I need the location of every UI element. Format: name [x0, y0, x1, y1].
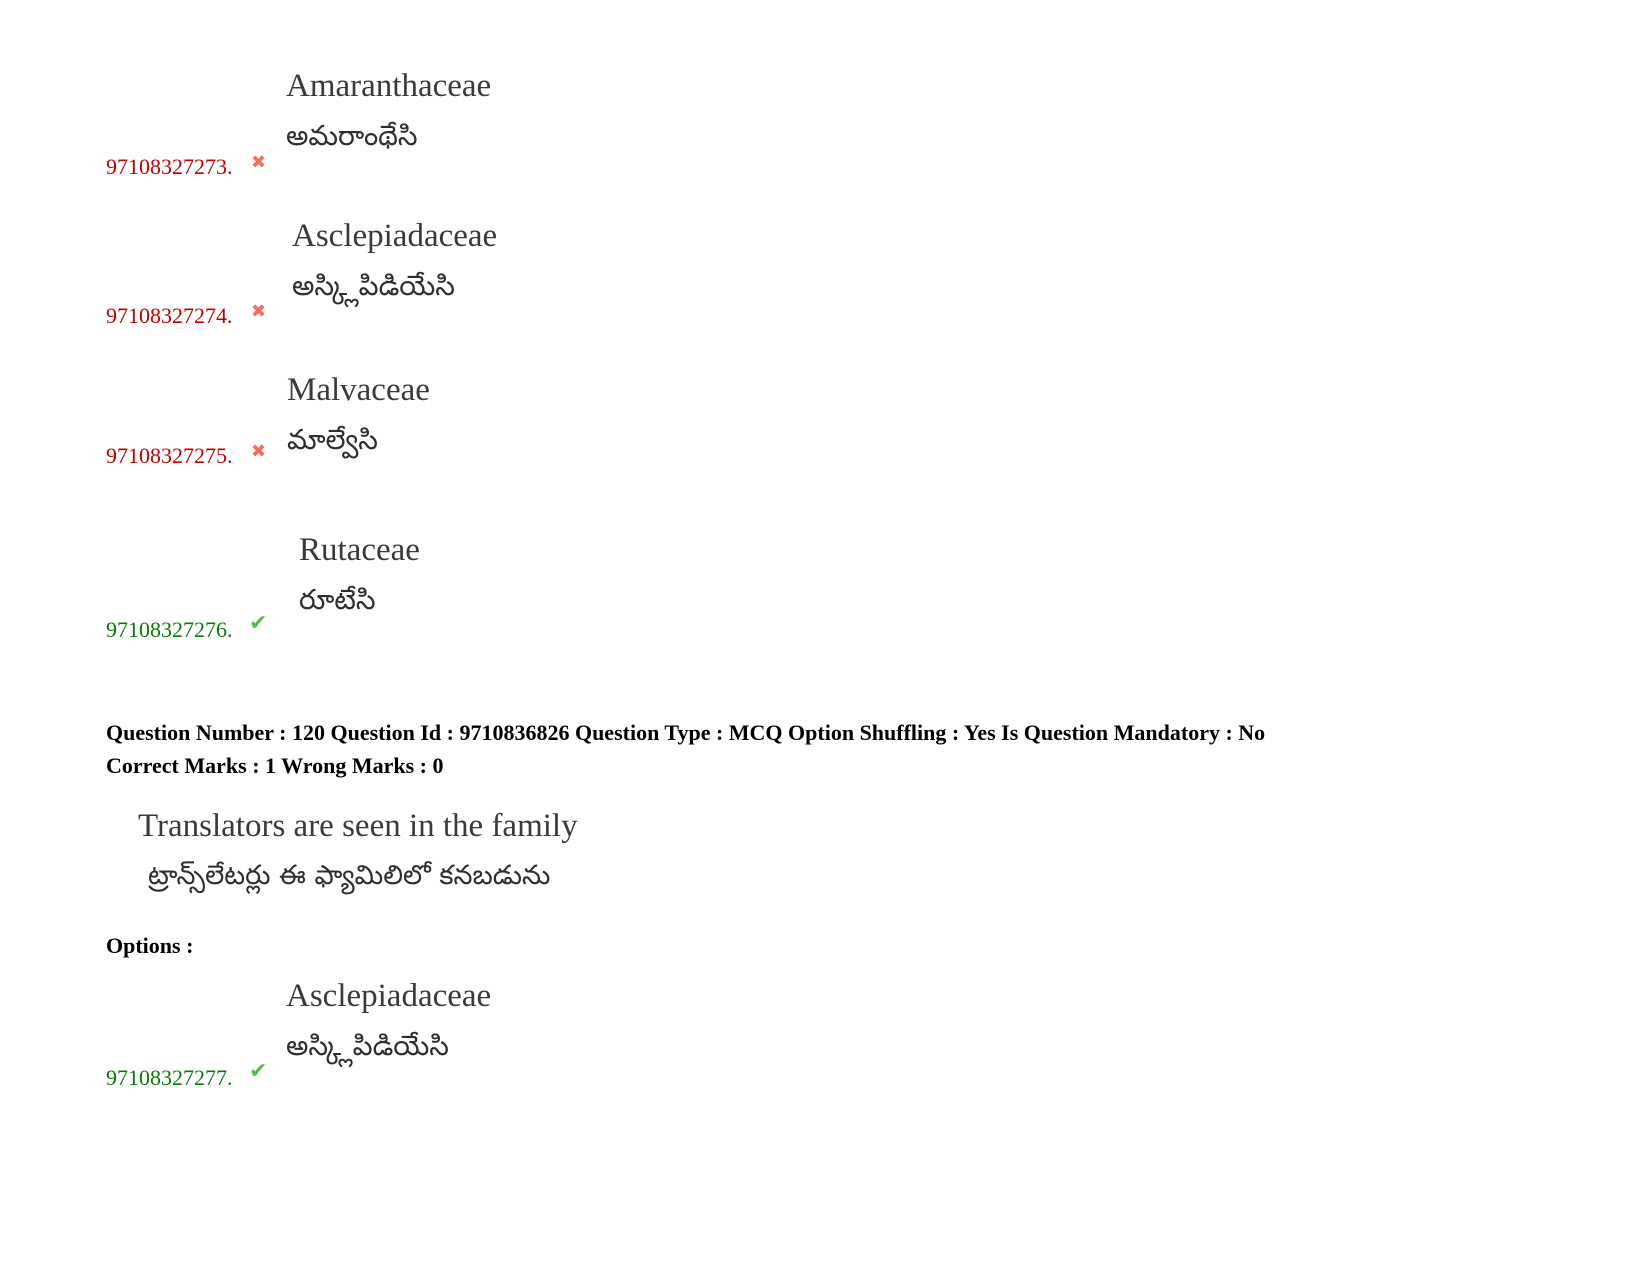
option-id: 97108327274. [106, 303, 233, 328]
option-id: 97108327273. [106, 154, 233, 179]
option-image [286, 976, 491, 1066]
option-text-telugu: అస్క్లిపిడియేసి [286, 1029, 449, 1062]
option-text-english: Rutaceae [299, 532, 420, 568]
option-text-telugu: అమరాంథేసి [286, 119, 418, 152]
question-meta-line: Question Number : 120 Question Id : 9710836826 Question Type : MCQ Option Shuffling : Yes Is Question Mandatory : No [106, 720, 1266, 745]
option-image [292, 216, 497, 306]
option-text-telugu: మాల్వేసి [287, 423, 378, 456]
question-header [106, 716, 1265, 782]
option-text-english: Malvaceae [287, 372, 430, 408]
option-text-english: Asclepiadaceae [292, 218, 498, 254]
options-label: Options : [106, 933, 194, 958]
option-id: 97108327275. [106, 443, 233, 468]
marks-line: Correct Marks : 1 Wrong Marks : 0 [106, 753, 444, 778]
check-icon: ✔ [249, 1059, 268, 1084]
cross-icon: ✖ [251, 441, 267, 462]
option-id: 97108327277. [106, 1065, 233, 1090]
option-image [286, 66, 491, 156]
check-icon: ✔ [249, 611, 268, 636]
question-text-telugu: ట్రాన్స్‌లేటర్లు ఈ ఫ్యామిలిలో కనబడును [148, 860, 551, 891]
cross-icon: ✖ [251, 301, 267, 322]
question-image [138, 806, 578, 896]
option-text-telugu: రూటేసి [299, 583, 376, 616]
option-text-english: Asclepiadaceae [286, 978, 492, 1014]
option-image [287, 370, 430, 460]
option-id: 97108327276. [106, 617, 233, 642]
option-text-telugu: అస్క్లిపిడియేసి [292, 269, 455, 302]
question-text-english: Translators are seen in the family [138, 808, 578, 844]
option-image [299, 530, 420, 620]
cross-icon: ✖ [251, 152, 267, 173]
option-text-english: Amaranthaceae [286, 68, 492, 104]
